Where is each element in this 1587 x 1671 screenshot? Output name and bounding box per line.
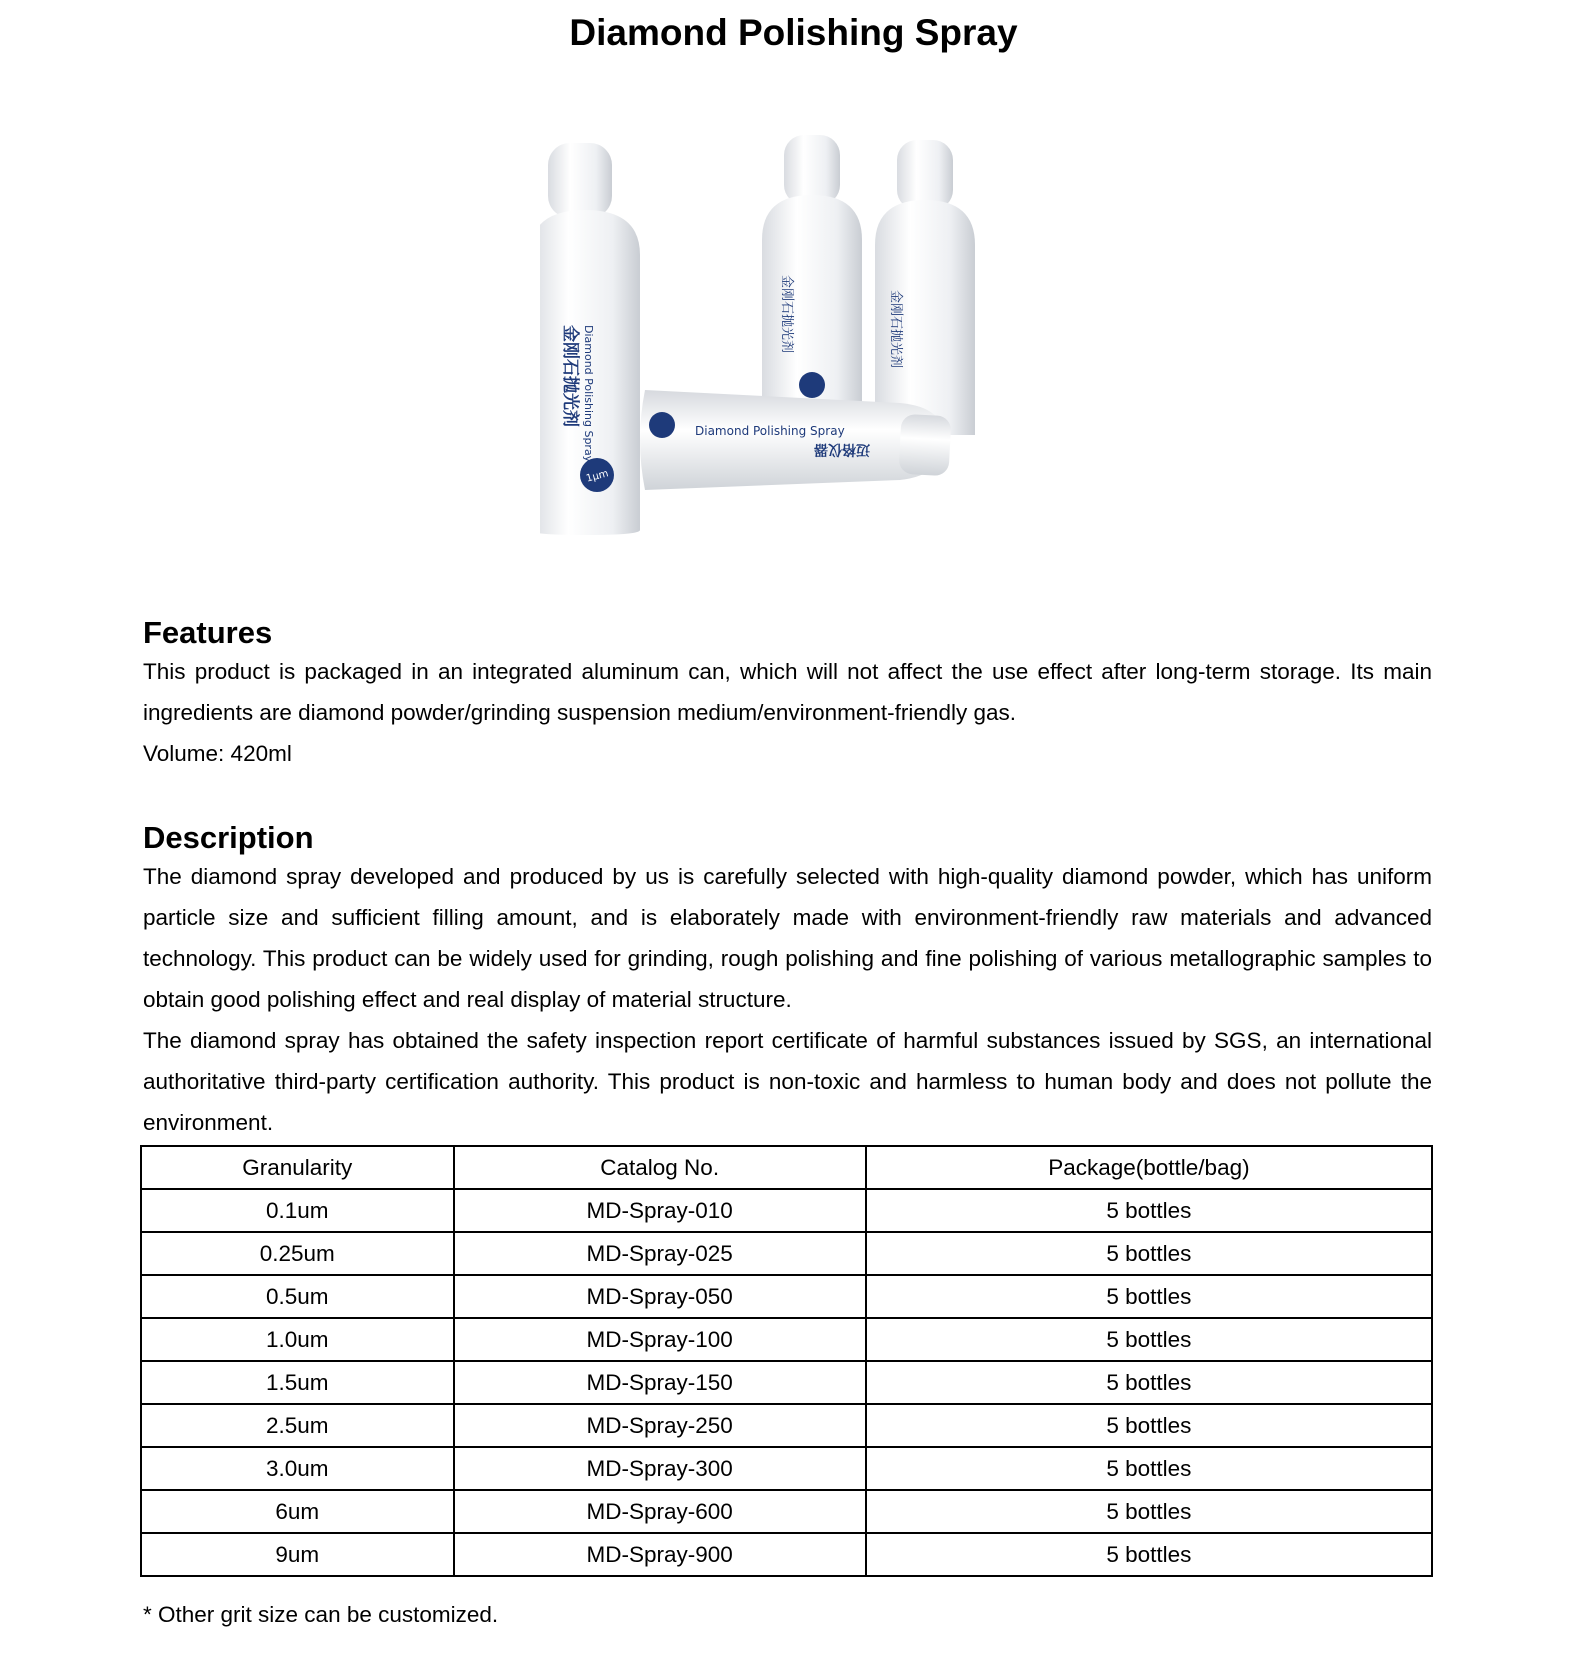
can-label-cn: 金刚石抛光剂	[779, 275, 794, 354]
table-row	[141, 1275, 1432, 1318]
can-label-en: Diamond Polishing Spray	[582, 325, 595, 463]
cell-catalog-no: MD-Spray-025	[454, 1232, 866, 1275]
spec-table	[140, 1145, 1433, 1577]
cell-catalog-no: MD-Spray-150	[454, 1361, 866, 1404]
page-title: Diamond Polishing Spray	[569, 12, 1018, 53]
volume-text: Volume: 420ml	[143, 741, 292, 766]
table-row	[141, 1533, 1432, 1576]
cell-package: 5 bottles	[866, 1490, 1432, 1533]
description-paragraph: The diamond spray developed and produced by us is carefully selected with high-quality diamond powder, which has uniform particle size and sufficient filling amount, and is elaborately made with environment-friendly raw materials and advanced technology. This product can be widely used for grinding, rough polishing and fine polishing of various metallographic samples to obtain good polishing effect and real display of material structure.	[143, 864, 1432, 1012]
cell-granularity: 2.5um	[141, 1404, 454, 1447]
cell-granularity: 0.1um	[141, 1189, 454, 1232]
footnote: * Other grit size can be customized.	[143, 1602, 499, 1627]
can-lying	[640, 390, 952, 490]
description-heading: Description	[143, 820, 314, 855]
cell-package: 5 bottles	[866, 1447, 1432, 1490]
cell-catalog-no: MD-Spray-600	[454, 1490, 866, 1533]
product-photo	[540, 135, 1040, 575]
column-header-package: Package(bottle/bag)	[866, 1146, 1432, 1189]
can-front-left	[540, 143, 640, 535]
cell-catalog-no: MD-Spray-250	[454, 1404, 866, 1447]
table-row	[141, 1447, 1432, 1490]
can-label-cn: 金刚石抛光剂	[888, 290, 903, 369]
features-heading: Features	[143, 615, 273, 650]
column-header-catalog-no: Catalog No.	[454, 1146, 866, 1189]
cell-package: 5 bottles	[866, 1361, 1432, 1404]
table-row	[141, 1490, 1432, 1533]
table-row	[141, 1361, 1432, 1404]
table-row	[141, 1404, 1432, 1447]
can-label-en: Diamond Polishing Spray	[695, 424, 845, 438]
cell-package: 5 bottles	[866, 1533, 1432, 1576]
can-back-middle	[762, 135, 862, 425]
table-row	[141, 1232, 1432, 1275]
can-brand: 迈格仪器	[814, 441, 870, 457]
column-header-granularity: Granularity	[141, 1146, 454, 1189]
cell-package: 5 bottles	[866, 1404, 1432, 1447]
cell-granularity: 9um	[141, 1533, 454, 1576]
cell-granularity: 1.0um	[141, 1318, 454, 1361]
table-header-row	[141, 1146, 1432, 1189]
cell-granularity: 0.25um	[141, 1232, 454, 1275]
cell-catalog-no: MD-Spray-900	[454, 1533, 866, 1576]
can-back-right	[875, 140, 975, 435]
can-label-cn: 金刚石抛光剂	[560, 325, 580, 427]
cell-catalog-no: MD-Spray-050	[454, 1275, 866, 1318]
cell-granularity: 6um	[141, 1490, 454, 1533]
cell-package: 5 bottles	[866, 1318, 1432, 1361]
cell-granularity: 3.0um	[141, 1447, 454, 1490]
cell-package: 5 bottles	[866, 1189, 1432, 1232]
cell-package: 5 bottles	[866, 1232, 1432, 1275]
can-size-label: 1μm	[585, 468, 610, 485]
cell-catalog-no: MD-Spray-300	[454, 1447, 866, 1490]
features-text: This product is packaged in an integrated aluminum can, which will not affect the use effect after long-term storage. Its main ingredients are diamond powder/grinding suspension medium/environment-friendly gas.	[143, 659, 1432, 725]
cell-granularity: 1.5um	[141, 1361, 454, 1404]
cell-granularity: 0.5um	[141, 1275, 454, 1318]
description-paragraph: The diamond spray has obtained the safety inspection report certificate of harmful substances issued by SGS, an international authoritative third-party certification authority. This product is non-toxic and harmless to human body and does not pollute the environment.	[143, 1028, 1432, 1135]
cell-catalog-no: MD-Spray-100	[454, 1318, 866, 1361]
cell-catalog-no: MD-Spray-010	[454, 1189, 866, 1232]
table-row	[141, 1189, 1432, 1232]
table-row	[141, 1318, 1432, 1361]
cell-package: 5 bottles	[866, 1275, 1432, 1318]
